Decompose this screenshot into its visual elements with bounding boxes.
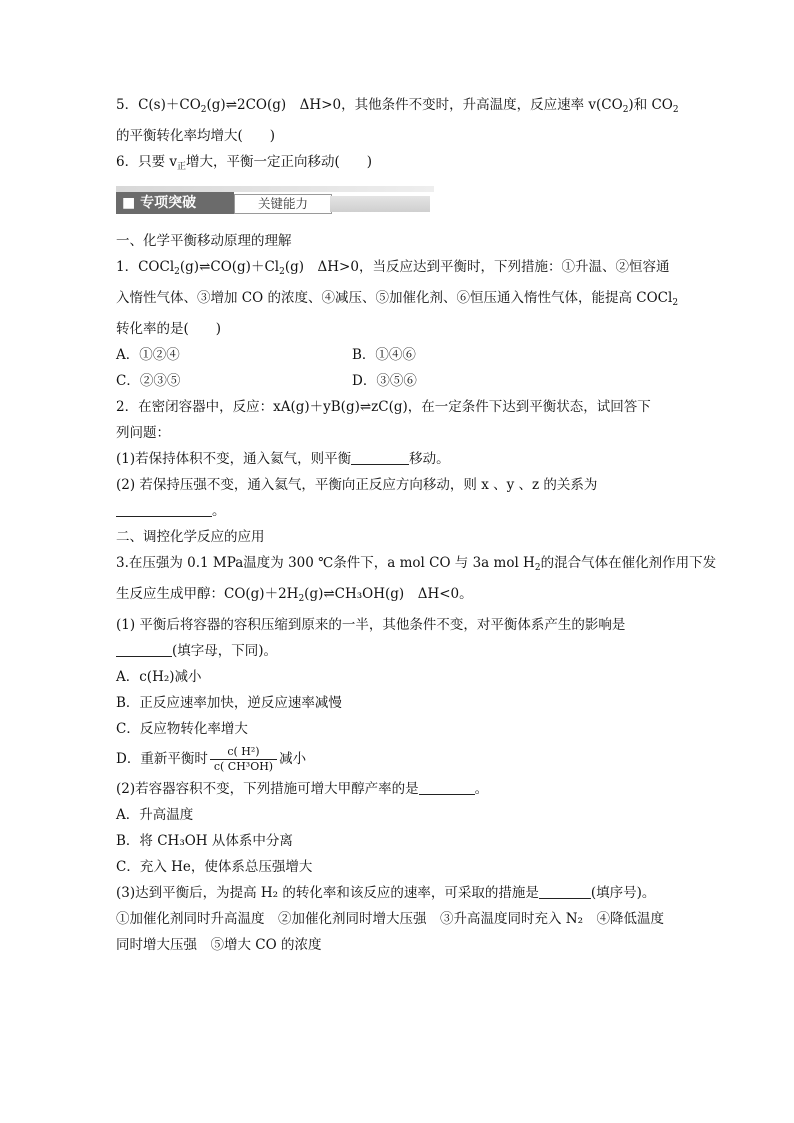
problem-2-sub-2: (2) 若保持压强不变，通入氦气，平衡向正反应方向移动，则 x 、y 、z 的关系为 — [116, 477, 598, 493]
problem-1-line-1 — [116, 254, 678, 285]
answer-blank[interactable] — [116, 502, 212, 517]
p3-s1-end: (填字母，下同)。 — [172, 643, 278, 659]
p3-d-end: 减小 — [279, 751, 307, 767]
problem-3-sub-3 — [116, 880, 678, 906]
section-1-title: 一、化学平衡移动原理的理解 — [116, 233, 292, 249]
p3-s3-options-line-2: 同时增大压强 ⑤增大 CO 的浓度 — [116, 937, 322, 953]
subscript: 2 — [622, 105, 629, 115]
answer-blank[interactable] — [419, 780, 475, 795]
p1-text-a: 1．COCl — [116, 259, 175, 275]
p3-text-b: 的混合气体在催化剂作用下发 — [540, 555, 717, 571]
p1-text-c: CO(g)＋Cl — [210, 259, 280, 275]
p3-s2-option-b[interactable]: B．将 CH₃OH 从体系中分离 — [116, 833, 293, 849]
subscript: 2 — [174, 267, 180, 277]
fraction-denominator: c( CH³OH) — [213, 760, 274, 773]
equilibrium-arrow-icon: ⇌ — [225, 97, 238, 113]
p3-s2-option-a[interactable]: A．升高温度 — [116, 807, 194, 823]
equilibrium-arrow-icon: ⇌ — [359, 399, 372, 415]
p3-s3-end: (填序号)。 — [590, 885, 656, 901]
problem-3-line-1 — [116, 550, 717, 581]
p3-s2-end: 。 — [474, 781, 489, 797]
problem-3-sub-2 — [116, 776, 678, 802]
q5-text-a: 5．C(s)＋CO — [116, 97, 201, 113]
problem-2-line-1 — [116, 394, 678, 420]
p3-option-c[interactable]: C．反应物转化率增大 — [116, 721, 248, 737]
p3-s3-options-line-1: ①加催化剂同时升高温度 ②加催化剂同时增大压强 ③升高温度同时充入 N₂ ④降低温度 — [116, 911, 665, 927]
subscript: 2 — [672, 298, 679, 308]
p3-s2-option-c[interactable]: C．充入 He，使体系总压强增大 — [116, 859, 313, 875]
q5-text-d: )和 CO — [628, 97, 673, 113]
p3-s3-text: (3)达到平衡后，为提高 H₂ 的转化率和该反应的速率，可采取的措施是 — [116, 885, 539, 901]
problem-3-sub-1: (1) 平衡后将容器的容积压缩到原来的一半，其他条件不变，对平衡体系产生的影响是 — [116, 617, 626, 633]
problem-3-line-2 — [116, 581, 678, 612]
option-c[interactable]: C．②③⑤ — [116, 373, 181, 389]
p2-s1-text: (1)若保持体积不变，通入氦气，则平衡 — [116, 451, 352, 467]
problem-1-options-row-1 — [116, 342, 678, 368]
question-5-line-2: 的平衡转化率均增大( ) — [116, 128, 276, 144]
p2-text-a: 2．在密闭容器中，反应：xA(g)＋yB(g) — [116, 399, 360, 415]
p3-text-c: 生反应生成甲醇：CO(g)＋2H — [116, 586, 299, 602]
equilibrium-arrow-icon: ⇌ — [323, 586, 335, 602]
option-a[interactable]: A．①②④ — [116, 347, 180, 363]
answer-blank[interactable] — [351, 450, 409, 465]
subscript: 2 — [298, 594, 305, 604]
problem-1-line-3: 转化率的是( ) — [116, 321, 222, 337]
subscript: 2 — [200, 105, 207, 115]
q5-text-c: 2CO(g) ΔH>0，其他条件不变时，升高温度，反应速率 v(CO — [237, 97, 623, 113]
problem-1-line-2 — [116, 285, 678, 316]
fraction — [210, 745, 277, 774]
p3-text-d: (g) — [304, 586, 324, 602]
problem-2-sub-1 — [116, 446, 678, 472]
subscript: 正 — [177, 162, 187, 172]
p3-option-b[interactable]: B．正反应速率加快，逆反应速率减慢 — [116, 695, 342, 711]
worksheet-page — [116, 92, 717, 958]
p2-s2-end: 。 — [212, 503, 226, 519]
banner-subtitle: 关键能力 — [234, 194, 332, 214]
subscript: 2 — [279, 267, 285, 277]
q6-text: 6．只要 v — [116, 154, 178, 170]
p3-d-text: D．重新平衡时 — [116, 751, 208, 767]
subscript: 2 — [672, 105, 679, 115]
q5-text-b: (g) — [206, 97, 226, 113]
banner-title: ■ 专项突破 — [116, 192, 234, 214]
p2-s1-end: 移动。 — [409, 451, 450, 467]
p1-text-d: (g) ΔH>0，当反应达到平衡时，下列措施：①升温、②恒容通 — [284, 259, 670, 275]
q6-rest: 增大，平衡一定正向移动( ) — [186, 154, 373, 170]
problem-3-sub-1-answer — [116, 638, 678, 664]
fraction-numerator: c( H²) — [210, 745, 277, 760]
option-b[interactable]: B．①④⑥ — [352, 347, 416, 363]
p3-s2-text: (2)若容器容积不变，下列措施可增大甲醇产率的是 — [116, 781, 419, 797]
p3-option-a[interactable]: A．c(H₂)减小 — [116, 669, 202, 685]
p3-text-e: CH₃OH(g) ΔH<0。 — [334, 586, 473, 602]
question-5-line-1 — [116, 92, 678, 123]
subscript: 2 — [534, 563, 541, 573]
section-2-title: 二、调控化学反应的应用 — [116, 529, 265, 545]
p3-option-d[interactable] — [116, 742, 678, 776]
p1-text-e: 入惰性气体、③增加 CO 的浓度、④减压、⑤加催化剂、⑥恒压通入惰性气体，能提高 COCl — [116, 290, 673, 306]
banner-bar — [330, 196, 430, 212]
answer-blank[interactable] — [116, 642, 172, 657]
section-banner — [116, 186, 434, 216]
p3-text-a: 3.在压强为 0.1 MPa温度为 300 ℃条件下，a mol CO 与 3a mol H — [116, 555, 535, 571]
option-d[interactable]: D．③⑤⑥ — [352, 373, 417, 389]
p2-text-b: zC(g)，在一定条件下达到平衡状态，试回答下 — [371, 399, 651, 415]
p1-text-b: (g) — [179, 259, 200, 275]
problem-1-options-row-2 — [116, 368, 678, 394]
problem-2-sub-2-answer — [116, 498, 678, 524]
problem-2-line-2: 列问题： — [116, 425, 170, 441]
equilibrium-arrow-icon: ⇌ — [199, 259, 211, 275]
answer-blank[interactable] — [539, 884, 591, 899]
question-6 — [116, 149, 678, 180]
